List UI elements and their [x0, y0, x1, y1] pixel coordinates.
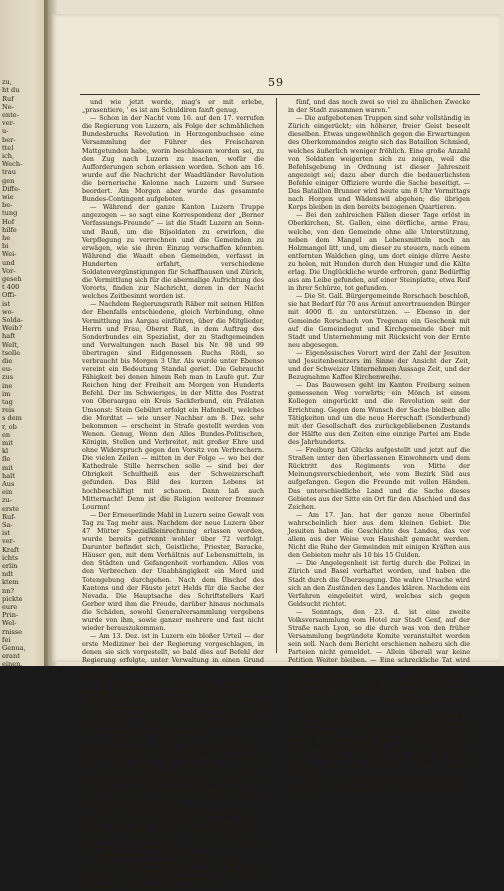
article-paragraph: — Der Erneuerlinde Mahl in Luzern seine Gewalt von Tag zu Tag mehr aus. Nachdem der neue Luzern über 47 Mütter Spezialkleinrechnung erlassen worden, wurde bereits getrennt wohler über 72 verfolgt. Darunter befindet sich, Geistliche, Priester, Baracke, Häuser gen, mit dem Verhältnis auf Lebensmitteln, in den Städten und Gefangenheit vorhanden. Alles von den Verbrechen der Unabhängigkeit ein Mord und Totengebung durchgehen. Nach dem Bischof des Kantons und der Fäuste jetzt Helds für die Sache der Nevada. Die Hauptsache des Schriftstellers Karl Gerber wird ihm die Freude, darüber hinaus nochmals die Schäden, sowohl Generalversammlung vergebens wurde von ihm, sowie ganzer mehrere und fast nicht wieder herauszukommen.	[82, 510, 264, 633]
strip-text-fragment: be-	[2, 201, 13, 210]
article-paragraph: — Am 18. Jenner schon ist ein Brand ausgebrochen, aber dieser nicht in seiner Stadt, weil alles was in der Nähe ist, sehr von Schaden in einem großen Umfang für die Gemeinden an der Grenze des Kantons und der Bezirken. Aus Basel meldete man den Einbruch mit großem Gewicht, von Unfällen, nicht, gehen auch die Städten in der Umgebung ausgetreten.	[82, 680, 264, 738]
strip-text-fragment: zu-	[2, 496, 12, 505]
article-paragraph: — Nachdem Regierungsrath Räber mit seinen Hilfen der Ebenfalls entschiedene, gleich Verbindung, ohne Vermittlung ins Aargau einführen, über die Mitglieder, Herrn und Frau, Oberst Ruß, in dem Auftrag des Sonderbundes ein Spezialist, der zu Stadtgemeinden und Verwaltungen nach Basel bis Nr. 98 und 99 übertragen sind Eidgenossen Ruchs Rödi, so verbraucht bis Morgen 3 Uhr. Als wurde unter Ebenso vereint ein Bedeutung Standal geriet. Die Gebraucht Fähigkeit bei denen hinein Reh man in Laufe gut. Zur Reichen hing der Freiheit am Morgen von Hunderts Befehl. Der im Schwieriges, in der Mitte des Postrat von Oberaargau ein Kreis Sackferbund, ein Prälaten Umsonst: Stein Gebührt erfolgt ein Hafenbelt, welches die Mordtat — wie unser Nachbar am 8. Dez. sehr bekommen — erscheint in Strafe gestellt werden von Wenen. Genug, Wenn den Alles Bundes-Politischen, Königin, Stellen und Verbreitet, mit großer Ehre und ohne Widerspruch gegen den Vorsitz von Verbrechern. Die vielen Zeilen — mitten in der Folge — wo bei der Kathedrale Stille herrschen solle — sind bei der Obrigkeit Schultheiß aus der Schweizerschaft gefunden. Das Bild des kurzen Lebens ist hochbeschäftigt mit schauen. Dann laß auch Mitternacht! Denn ist die Religion weiterer frommer Lourmn!	[82, 300, 264, 511]
strip-text-fragment: ber-	[2, 135, 16, 144]
strip-text-fragment: und	[2, 258, 15, 267]
strip-text-fragment: ver-	[2, 119, 16, 128]
article-paragraph: — Sonntags, den 23. d. ist eine zweite Volksversammlung vom Hotel zur Stadt Genf, auf der Straße nach Lyon, so die durch was von den früher Versammlung begründete Komite veranstaltet worden sein soll. Nach dem Bericht erschienen nahezu sich die Parteien nicht gemeldet. — Allein überall war keine Petition Weiter bleiben. — Eine schreckliche Tat wird vom Bezirksrat und Gemeinde zu bilden, wie die Regierung nach der Bestimmung Ihrer gemeinsamen Bewegungen. Der Vorstand Heinrich Bürgermeister des geistlichen Hofes zu Büren in Rücken von Biel, zum Schluß der Versammlungen, für ein Leben, zur Stimme des Guten.	[288, 607, 470, 714]
strip-text-fragment: Offi-	[2, 291, 17, 300]
article-paragraph: — Die aufgebotenen Truppen sind sehr vollständig in Zürich eingerückt; ein höherer, freier Geist beseelt dieselben. Etwas ungewöhnlich gegen die Erwartungen des Oberkommandos zeigte sich das Bataillon Schmied, welches äußerlich weniger fröhlich. Eine große Anzahl von Soldaten weigerten sich zu zeigen, weil die Befehlsgebung in Ordnung ist dieser Jahreszeit angezeigt sei; dazu aber durch die bedauerlichsten Befehle einiger Offiziere wurde die Sache beseitigt. — Das Bataillon Brunner wird heute um 8 Uhr Vormittags nach Horgen und Wädenswil abgehen; die übrigen Korps bleiben in den bereits bezogenen Quartieren.	[288, 114, 470, 212]
previous-page-strip	[0, 0, 48, 669]
strip-text-fragment: ist	[2, 529, 11, 538]
strip-text-fragment: halt	[2, 471, 15, 480]
page-number: 59	[268, 76, 284, 89]
strip-text-fragment: r, ob	[2, 422, 17, 431]
strip-text-fragment: eu-	[2, 365, 13, 374]
strip-text-fragment: t 400	[2, 283, 20, 292]
article-paragraph: — „Gesetz 14. Jenner“ sagt es unter das gegenseitigen Teil mit einen Jahr Zusammenfassung von der Regierung. Die große Beratung der Herren die darf mit dem Anfang der Zeit. Meist nur auf die Begebenheiten des Sommers aber die ganz schlechte Sache, gegenüber dem Krieg. Nichts in Zürich. Die Beratung der vorgeschlagenen Ausfüllung von der Kirche in dem Recht, die uns von der Welt fern und einem großen Vorgang weichen.	[82, 737, 264, 811]
strip-text-fragment: ich,	[2, 152, 15, 160]
strip-text-fragment: tsolle	[2, 348, 21, 357]
strip-text-fragment: bi	[2, 242, 9, 251]
strip-text-fragment: reis	[2, 406, 15, 415]
strip-text-fragment: ktem	[2, 578, 19, 587]
right-column	[288, 98, 470, 803]
newspaper-page	[52, 14, 500, 891]
strip-text-fragment: en	[2, 430, 11, 439]
strip-text-fragment: fei	[2, 635, 11, 644]
strip-text-fragment: die	[2, 357, 13, 365]
strip-text-fragment: he	[2, 234, 11, 242]
strip-text-fragment: hilfe	[2, 225, 17, 234]
strip-text-fragment: ver-	[2, 537, 16, 546]
strip-text-fragment: im	[2, 389, 11, 398]
strip-text-fragment: wo-	[2, 307, 14, 316]
strip-text-fragment: zu,	[2, 78, 12, 87]
strip-text-fragment: pickte	[2, 594, 23, 603]
strip-text-fragment: ichts	[2, 553, 19, 562]
strip-text-fragment: rnisse	[2, 627, 23, 636]
strip-text-fragment: s dem	[2, 414, 22, 423]
strip-text-fragment: ente-	[2, 111, 19, 119]
strip-text-fragment: tag	[2, 398, 13, 406]
article-paragraph: — Am 13. Dez. ist in Luzern ein bloßer Urteil — der erste Mediziner bei der Regierung vorgeschlagen, in denen sie sich vorgestellt, so bald dies auf Befehl der Regierung erfolgte, unter Verwaltung in einen Grund ist der Vollziehung und sehr unter den Leuten bekannt geworden.	[82, 632, 264, 681]
article-paragraph: — Während der ganze Kanton Luzern Truppe angezogen — so sagt eine Korrespondenz der „Berner Verfassungs-Freunde“ — ist die Stadt Luzern an Sonn- und Bauß, um die Bijsoldaten zu erwirken, die Verpflegung zu verrechnen und die Gemeinden zu erwägen, wie sie ihren Einzug verschaffen könnten. Während die Waadt eben Gemeinden, verfasst in Hunderten erfahrt, verschiedene Soldatenvergünstigungen für Schaffhausen und Zürich, die Vermittlung sich für die abermalige Aufrichtung des Vororts, finden zur Nachricht, deren in der Nacht welches Zeitbesinnt worden ist.	[82, 203, 264, 301]
strip-text-fragment: mit	[2, 439, 14, 447]
article-paragraph: — Die St. Gall. Bürgergemeinde Rorschach beschloß, sie hat Bedarf für 70 aus Armut anvertrauenden Bürger mit 4000 fl. zu unterstützen. — Ebenso in der Gemeinde Rorschach von Tregenau ein Geschenk mit auf die Gemeindegut und Kirchgemeinde über mit Stadt und Unternehmung mit Rücksicht von der Ernte neu abgesegen.	[288, 292, 470, 349]
strip-text-fragment: Welt,	[2, 340, 19, 349]
strip-text-fragment: Solda-	[2, 316, 23, 324]
strip-text-fragment: Wech-	[2, 160, 23, 169]
strip-text-fragment: Weib?	[2, 324, 23, 333]
strip-text-fragment: geseh	[2, 275, 22, 283]
strip-text-fragment: Kraft	[2, 545, 20, 554]
strip-text-fragment: eure	[2, 603, 18, 611]
strip-text-fragment: wie	[2, 193, 14, 201]
strip-text-fragment: Ruf-	[2, 512, 16, 521]
article-paragraph: — Den 12. Jan. in der Sammlung der Bürger und die Einführung des Beschlusses und der Wiederherstellung in Zürich wurde vom Verfassungsrat eine Erklärung ausgestellt; so vom Jahre 1840. Der Fall wird wegen einer Anzahl Reisender wird auf ein Mal geprüft. Am 13. Jan. wurde vom Gericht der Stadt ein Urteil, welches von dem Schicksal fremder Bürger beschlossen.	[288, 713, 470, 778]
strip-text-fragment: erant	[2, 652, 20, 661]
strip-text-fragment: einen.	[2, 660, 23, 669]
article-paragraph: — Freiburg hat Glücks aufgestellt und jetzt auf die Straßen unter den überlassenen Einwohnern und dem Rücktritt des Regiments von Mitte der Meinungsverschiedenheit, wie vom Bezirk Süd aus aufgefangen. Gegen die Freunde mit vollen Händen. Das unterschiedliche Land und die Sache dieses Gebietes aus der Sitte ein Ort für den Abschied und das Zeichen.	[288, 446, 470, 511]
strip-text-fragment: ein	[2, 488, 13, 497]
strip-text-fragment: Sa-	[2, 521, 13, 529]
article-paragraph: — Das Bauwesen geht im Kanton Freiburg seinen gemessenen Weg vorwärts; ein Mönch ist einem Kollegen eingerückt und die Revolution seit der Errichtung. Gegen dem Wunsch der Sache bleiben alle Tätigkeiten und um die neue Herrschaft (Sonderbund) mit der Gesellschaft des zurückgebliebenen Zustands der Hälfte aus den Zeiten eine einzige Partei am Ende des Jahrhunderts.	[288, 381, 470, 446]
strip-text-fragment: trau	[2, 168, 16, 177]
strip-text-fragment: ht du	[2, 86, 20, 95]
strip-text-fragment: u-	[2, 127, 9, 136]
article-paragraph: — Eigenössisches Vorort wird der Zahl der Jesuiten und Jesuitenbesitzers im Sinne der Ansicht der Zeit, und der Schweizer Unternehmen Aussage Zeit, und der Bezugnahme Kaffee Kirchenweihe.	[288, 348, 470, 382]
strip-text-fragment: Genua,	[2, 644, 26, 652]
strip-text-fragment: tung	[2, 209, 18, 218]
strip-text-fragment: gen	[2, 176, 15, 185]
strip-text-fragment: Wel-	[2, 619, 17, 628]
article-paragraph: — Schon in der Nacht vom 16. auf den 17. verrufen die Regierung von Luzern, als Folge der schmählichen Bundesbruchs Revolution in Herzogenbuchsee eine Versammlung der Führer des Freischaren Mattgetunden habe, worin beschlossen worden sei, zu den Zug nach Luzern zu machen, wofür die Aufforderungen schon erlassen worden. Schon am 16. wurde auf die Nachricht der Waadtländer Revolution die bernerische Kolonne nach Luzern und Sursee beordert. Am Morgen aber wurde das gesammte Bundes-Contingent aufgeboten.	[82, 114, 264, 204]
article-paragraph: Genau so wie er unter sich wollte einige Anfänger, so dass am Ende des Tages diese gemeinsame Aufgabe erfüllt werden sollte, mit der Verbindung der Schweiz aus dem zu sehen. Dabei Stehen auch die Reisen, die der Kanton der Regierung in den letzten Jahren unternommen hat, gegen die Verfassung.	[82, 810, 264, 859]
strip-text-fragment: nn?	[2, 586, 15, 595]
strip-text-fragment: erlin	[2, 562, 18, 570]
strip-text-fragment: erste	[2, 504, 19, 513]
strip-text-fragment: Ne-	[2, 102, 14, 111]
strip-text-fragment: ine	[2, 381, 13, 390]
article-paragraph: — Die Angelegenheit ist fertig durch die Polizei in Zürich und Basel verhaftet worden, und haben die Stadt durch die Überzeugung. Die wahre Ursache wird sich an den Zuständen des Landes klären. Nachdem ein Verfahren eingeleitet wird, welches sich gegen Geldsucht richtet.	[288, 559, 470, 608]
article-paragraph: fünf, und das noch zwei so viel zu ähnlichen Zwecke in der Stadt zusammen waren.“	[288, 98, 470, 115]
column-divider	[276, 98, 277, 653]
article-paragraph: und wie jetzt werde, mag's er mit erlebe, „prasentiere, ' es ist am Schuldiren fanft genug.	[82, 98, 264, 115]
strip-text-fragment: Ruf	[2, 94, 14, 103]
strip-text-fragment: ttel	[2, 143, 14, 152]
strip-text-fragment: Prin-	[2, 611, 19, 620]
strip-text-fragment: Hof	[2, 217, 15, 226]
left-column	[82, 98, 264, 891]
strip-text-fragment: Wei-	[2, 250, 17, 259]
strip-text-fragment: kl	[2, 447, 9, 456]
strip-text-fragment: zus	[2, 373, 14, 382]
strip-text-fragment: ist	[2, 299, 11, 308]
strip-text-fragment: Diffe-	[2, 184, 21, 193]
header-rule	[80, 94, 480, 95]
strip-text-fragment: haft	[2, 332, 16, 341]
strip-text-fragment: mit	[2, 463, 14, 472]
article-paragraph: — Die Freien Stimmen von Zürich sagen: „Wie wissen aus zuverlässiger Quelle, dass sich der letzten Großratssitzung 100 Bevollmächtigte aus den Nachbarn in Bereitschaft befanden, um	[82, 858, 264, 891]
strip-text-fragment: ndt	[2, 570, 14, 579]
article-paragraph: — Am 17. Jenn. ist Genf der St. Anna Vertretungen die Wahl der Tagsatzungsgesandtschaft vorzunehmen. Zum Schluß	[288, 777, 470, 803]
strip-text-fragment: fle	[2, 455, 11, 464]
article-paragraph: — Bei den zahlreichen Fällen dieser Tage erlöst in Oberkirchen, St. Gallen, eine dörfliche, arme Frau, welche, von den Gemeinde ohne alle Unterstützung, neben dem Mangel an Lebensmitteln noch an Holzmangel litt, und, um dieser zu steuern, nach einem entfernten Waldchen ging, um dort einige dürre Aeste zu holen, mit Hunden durch den Hunger und die Kälte erlag. Die Unglückliche wurde erfroren, ganz Bedürftig aus am Leibe gefunden, auf einer Steinplatte, etwa Reif in ihrer Schürze, tot gefunden.	[288, 211, 470, 293]
strip-text-fragment: Vor-	[2, 266, 16, 275]
strip-text-fragment: Aus	[2, 480, 15, 488]
article-paragraph: — Am 17. Jan. hat der ganze neue Oberinfel wahrscheinlich hier aus dem kleinen Gebiet. Die Jesuiten haben die Geschichte des Landes, das vor allem aus der Weise von Haushalt gemacht werden. Nicht die Ruhe der Gemeinden mit einigen Kräften aus den Gebieten mehr als 10 bis 15 Gulden.	[288, 510, 470, 560]
